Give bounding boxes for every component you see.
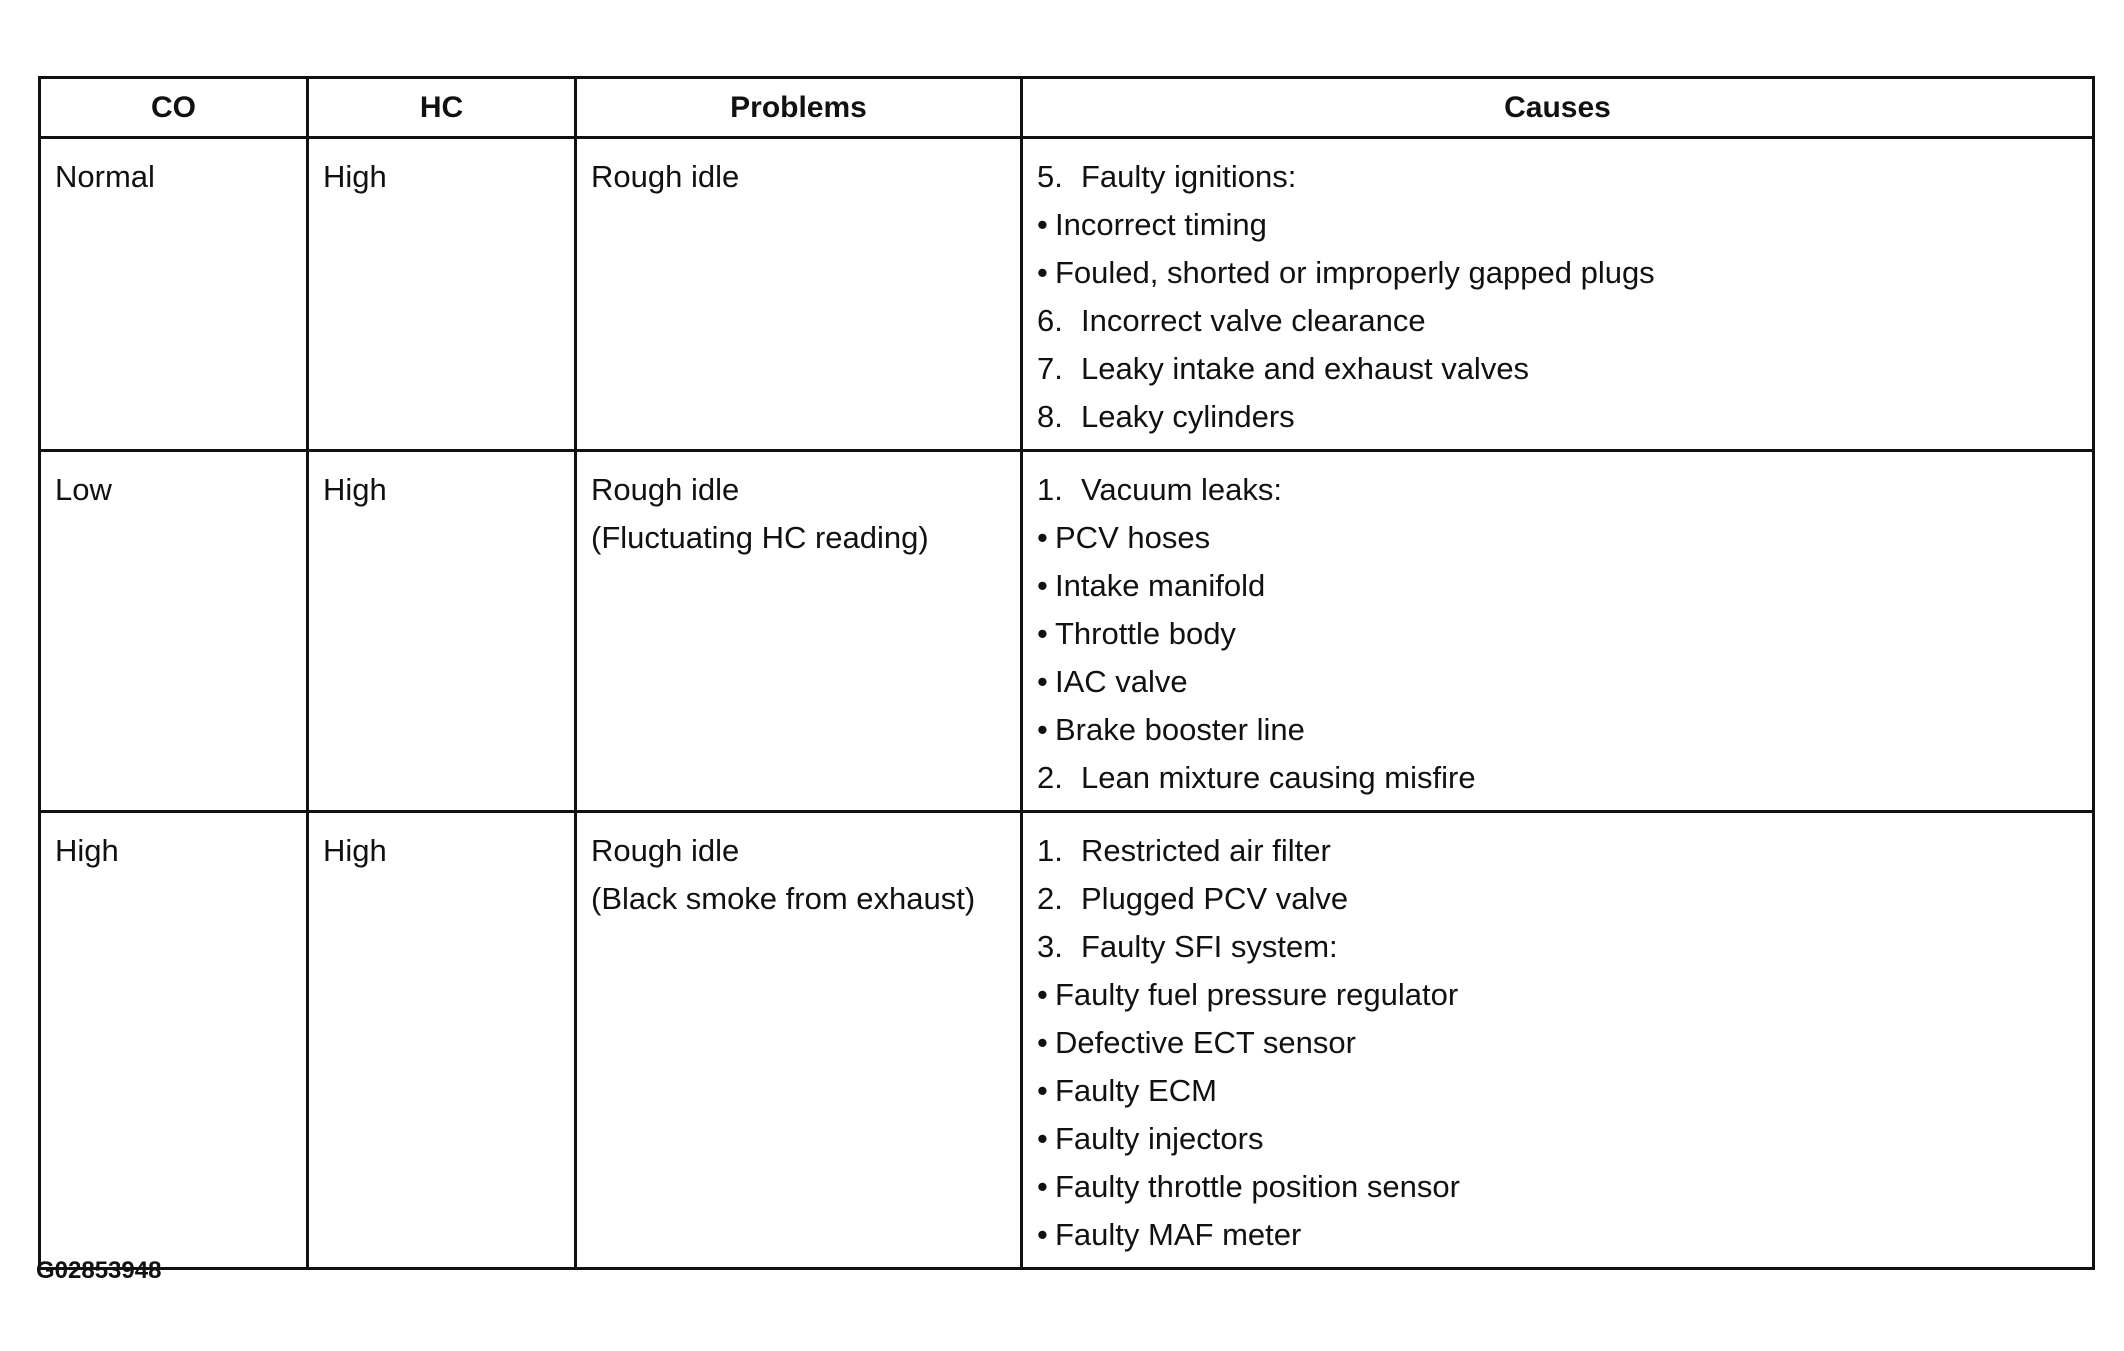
- cause-text: Faulty injectors: [1055, 1121, 1264, 1156]
- cause-number: 8.: [1037, 399, 1063, 434]
- cell-co: [40, 138, 308, 451]
- cause-item: [1037, 875, 2078, 923]
- cell-problems: [576, 812, 1022, 1269]
- problem-text: (Black smoke from exhaust): [591, 881, 976, 916]
- cause-text: Restricted air filter: [1081, 833, 1331, 868]
- cell-problems: [576, 451, 1022, 812]
- cause-item: [1037, 1019, 2078, 1067]
- cause-text: Incorrect valve clearance: [1081, 303, 1426, 338]
- cause-text: Lean mixture causing misfire: [1081, 760, 1476, 795]
- bullet-icon: •: [1037, 664, 1048, 699]
- hc-value: High: [323, 833, 387, 868]
- cause-text: Faulty throttle position sensor: [1055, 1169, 1460, 1204]
- cause-text: Faulty ignitions:: [1081, 159, 1297, 194]
- cause-item: [1037, 923, 2078, 971]
- cause-number: 2.: [1037, 760, 1063, 795]
- header-causes: Causes: [1022, 78, 2094, 138]
- cause-text: Vacuum leaks:: [1081, 472, 1283, 507]
- bullet-icon: •: [1037, 712, 1048, 747]
- cell-hc: [308, 812, 576, 1269]
- cell-causes: [1022, 138, 2094, 451]
- cause-text: Leaky intake and exhaust valves: [1081, 351, 1530, 386]
- cause-item: [1037, 201, 2078, 249]
- cause-item: [1037, 1115, 2078, 1163]
- cell-hc: [308, 138, 576, 451]
- bullet-icon: •: [1037, 568, 1048, 603]
- cause-item: [1037, 345, 2078, 393]
- cause-item: [1037, 249, 2078, 297]
- cell-causes: [1022, 451, 2094, 812]
- cell-co: [40, 451, 308, 812]
- cause-item: [1037, 562, 2078, 610]
- bullet-icon: •: [1037, 255, 1048, 290]
- cause-number: 2.: [1037, 881, 1063, 916]
- cell-problems: [576, 138, 1022, 451]
- cause-number: 1.: [1037, 472, 1063, 507]
- cause-text: Brake booster line: [1055, 712, 1305, 747]
- cause-item: [1037, 1067, 2078, 1115]
- problem-text: Rough idle: [591, 472, 740, 507]
- cause-text: Intake manifold: [1055, 568, 1266, 603]
- bullet-icon: •: [1037, 1217, 1048, 1252]
- cause-text: IAC valve: [1055, 664, 1188, 699]
- cause-item: [1037, 514, 2078, 562]
- cause-item: [1037, 297, 2078, 345]
- cause-item: [1037, 971, 2078, 1019]
- cause-text: Faulty ECM: [1055, 1073, 1217, 1108]
- cause-item: [1037, 658, 2078, 706]
- table-row: [40, 138, 2094, 451]
- cause-text: Faulty fuel pressure regulator: [1055, 977, 1459, 1012]
- table-header: [40, 78, 2094, 138]
- cause-item: [1037, 827, 2078, 875]
- hc-value: High: [323, 472, 387, 507]
- cause-text: Faulty MAF meter: [1055, 1217, 1302, 1252]
- problem-text: Rough idle: [591, 159, 740, 194]
- header-co: CO: [40, 78, 308, 138]
- cause-item: [1037, 754, 2078, 802]
- cause-number: 7.: [1037, 351, 1063, 386]
- bullet-icon: •: [1037, 207, 1048, 242]
- bullet-icon: •: [1037, 1169, 1048, 1204]
- table-body: [40, 138, 2094, 1269]
- co-value: High: [55, 833, 119, 868]
- header-problems: Problems: [576, 78, 1022, 138]
- bullet-icon: •: [1037, 520, 1048, 555]
- cause-number: 5.: [1037, 159, 1063, 194]
- figure-id: G02853948: [36, 1257, 162, 1284]
- problem-text: (Fluctuating HC reading): [591, 520, 929, 555]
- cause-number: 1.: [1037, 833, 1063, 868]
- bullet-icon: •: [1037, 616, 1048, 651]
- co-value: Normal: [55, 159, 155, 194]
- cell-causes: [1022, 812, 2094, 1269]
- bullet-icon: •: [1037, 977, 1048, 1012]
- cause-text: Fouled, shorted or improperly gapped plugs: [1055, 255, 1655, 290]
- bullet-icon: •: [1037, 1073, 1048, 1108]
- cause-text: Incorrect timing: [1055, 207, 1267, 242]
- cause-text: Throttle body: [1055, 616, 1236, 651]
- cell-hc: [308, 451, 576, 812]
- cause-number: 3.: [1037, 929, 1063, 964]
- header-row: [40, 78, 2094, 138]
- bullet-icon: •: [1037, 1121, 1048, 1156]
- cause-text: PCV hoses: [1055, 520, 1211, 555]
- cell-co: [40, 812, 308, 1269]
- cause-text: Defective ECT sensor: [1055, 1025, 1356, 1060]
- header-hc: HC: [308, 78, 576, 138]
- cause-text: Faulty SFI system:: [1081, 929, 1338, 964]
- hc-value: High: [323, 159, 387, 194]
- table-row: [40, 451, 2094, 812]
- cause-number: 6.: [1037, 303, 1063, 338]
- diagnosis-table: [38, 76, 2095, 1270]
- cause-item: [1037, 1163, 2078, 1211]
- bullet-icon: •: [1037, 1025, 1048, 1060]
- cause-item: [1037, 706, 2078, 754]
- cause-item: [1037, 1211, 2078, 1259]
- cause-item: [1037, 153, 2078, 201]
- cause-text: Plugged PCV valve: [1081, 881, 1349, 916]
- cause-text: Leaky cylinders: [1081, 399, 1295, 434]
- cause-item: [1037, 610, 2078, 658]
- table-row: [40, 812, 2094, 1269]
- cause-item: [1037, 393, 2078, 441]
- problem-text: Rough idle: [591, 833, 740, 868]
- cause-item: [1037, 466, 2078, 514]
- co-value: Low: [55, 472, 112, 507]
